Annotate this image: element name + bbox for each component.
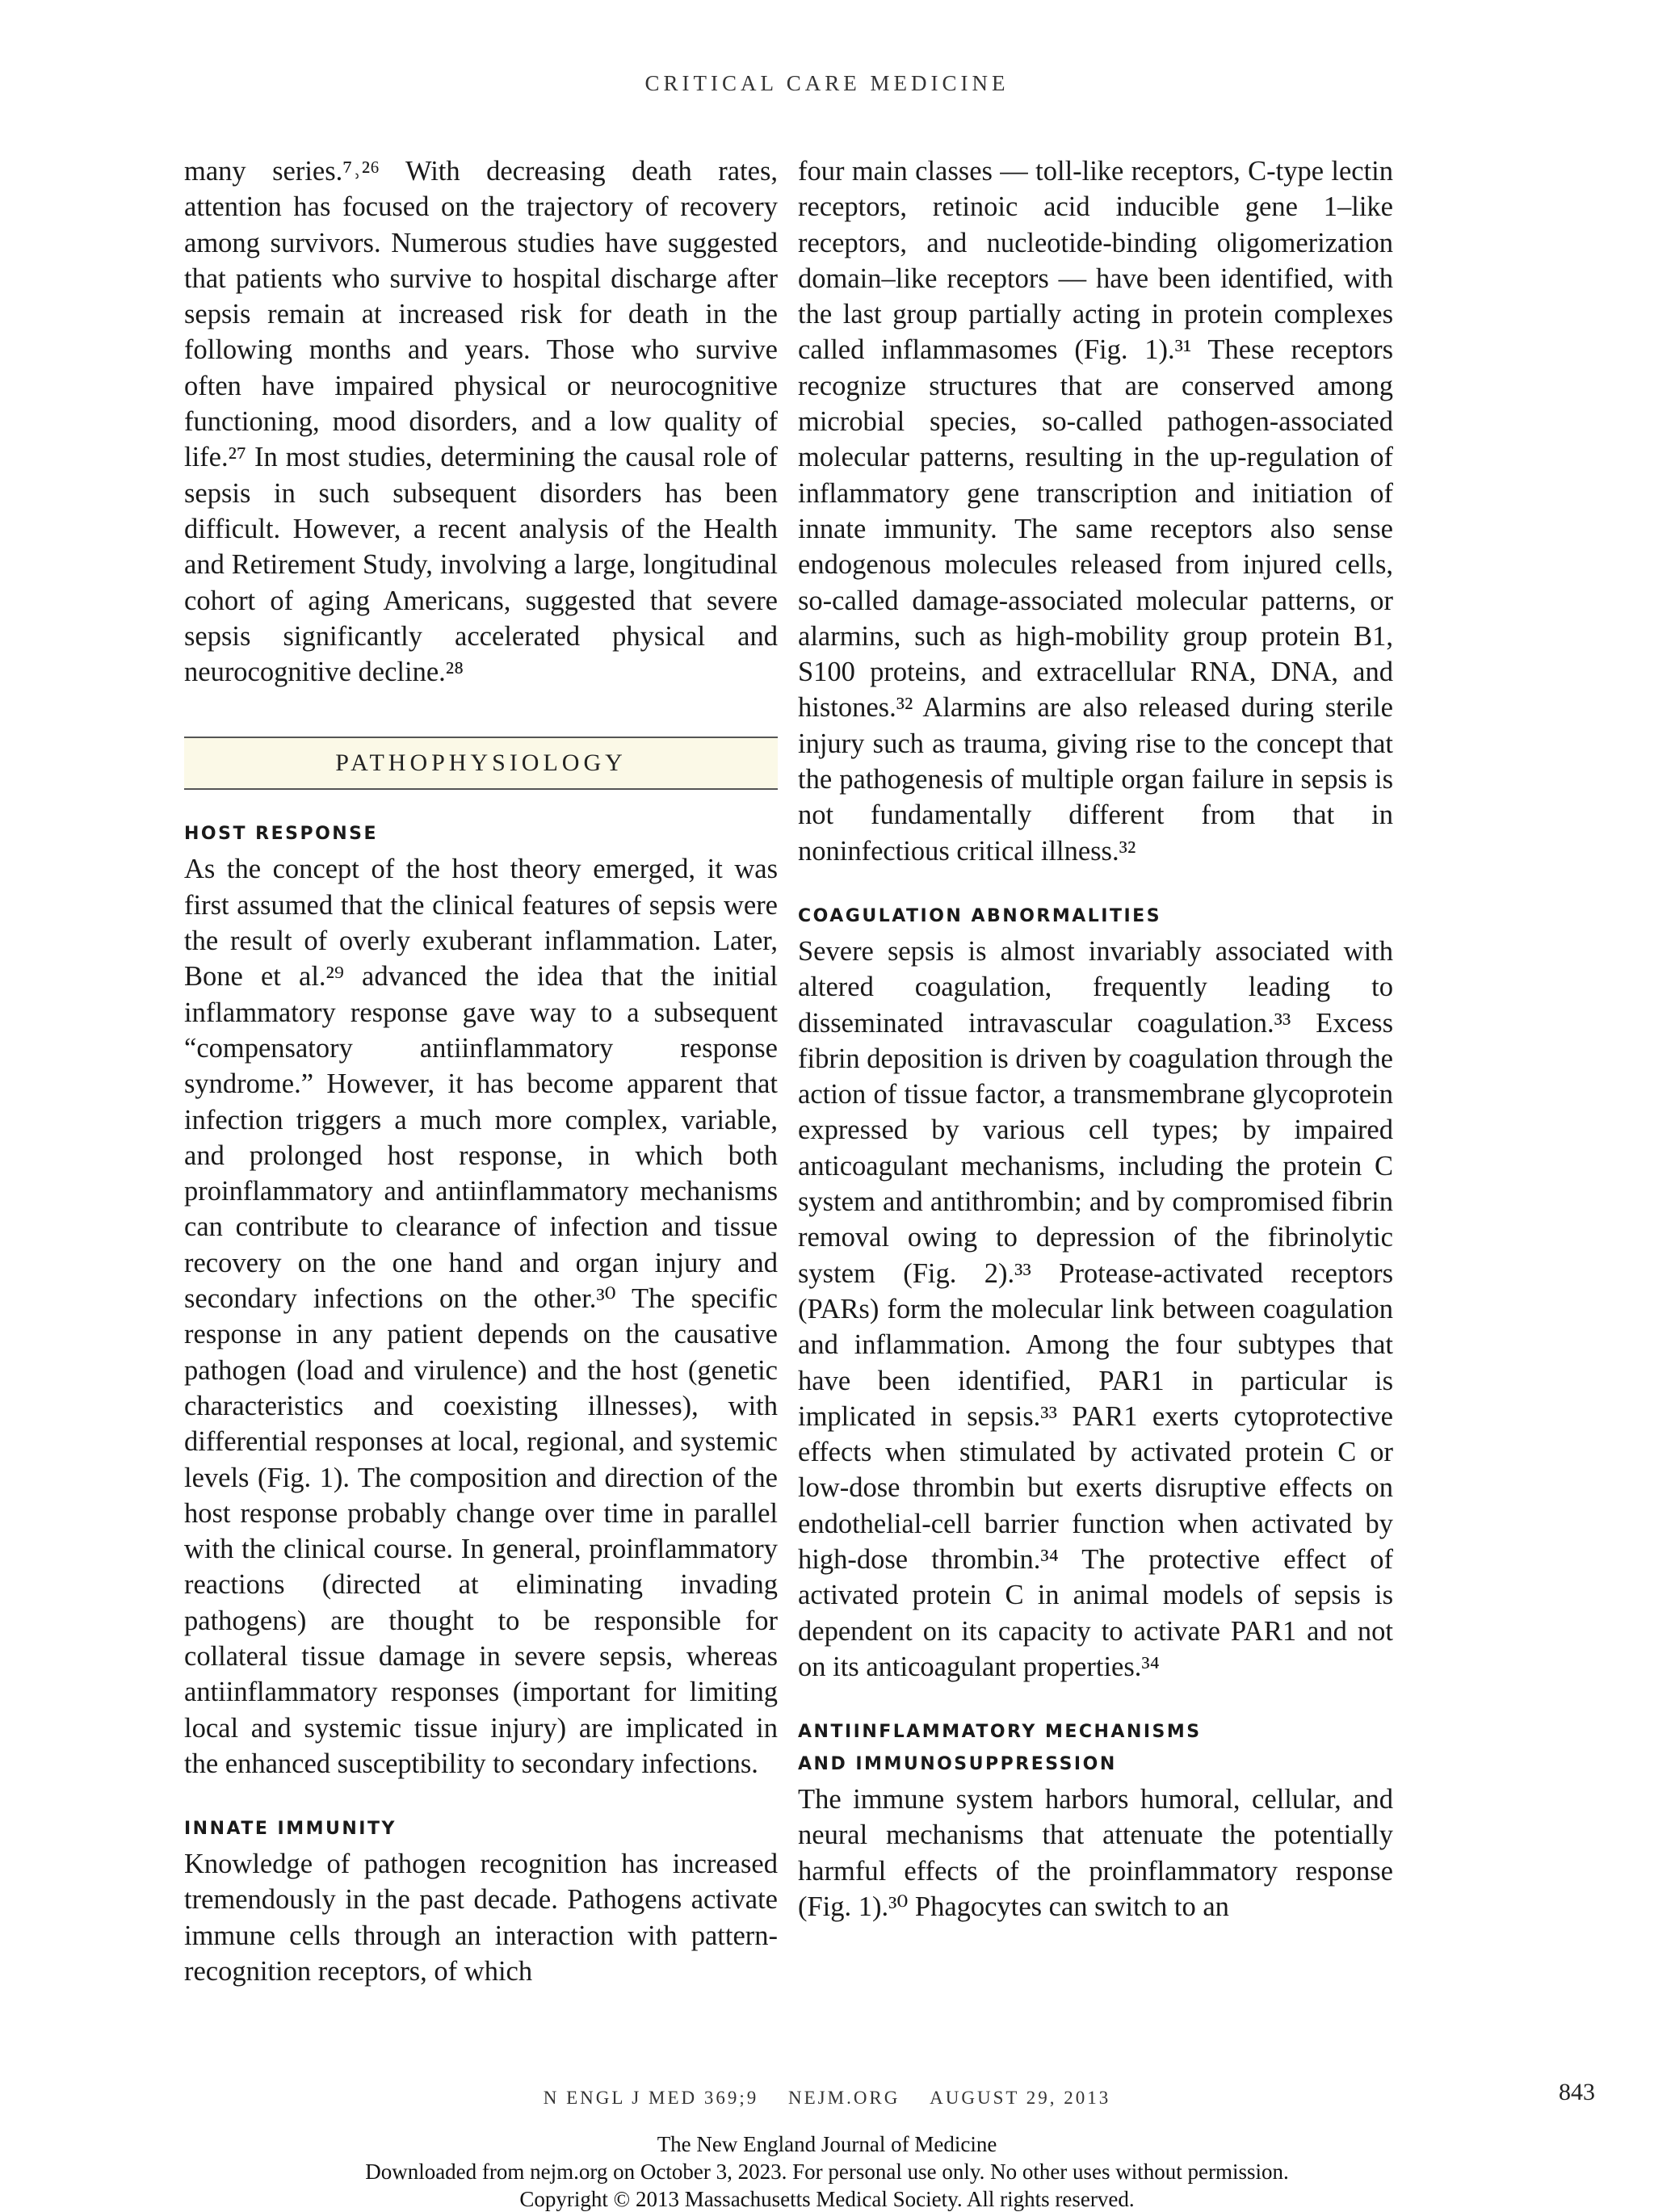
subheading-innate-immunity: INNATE IMMUNITY [184,1819,397,1840]
subheading-antiinflammatory-line1: ANTIINFLAMMATORY MECHANISMS [798,1722,1202,1743]
subheading-host-response: HOST RESPONSE [184,824,379,845]
footer-journal: N ENGL J MED 369;9 [543,2088,759,2108]
footer-citation [0,2088,1654,2109]
download-notice-terms: Downloaded from nejm.org on October 3, 2023. For personal use only. No other uses without permission. [365,2160,1289,2184]
download-notice-journal: The New England Journal of Medicine [657,2132,997,2156]
innate-immunity-continued-paragraph: four main classes — toll-like receptors, C-type lectin receptors, retinoic acid inducible gene 1–like receptors, and nucleotide-binding oligomerization domain–like receptors — have been identified, with the last group partially acting in protein complexes called inflammasomes (Fig. 1).³¹ These receptors recognize structures that are conserved among microbial species, so-called pathogen-associated molecular patterns, resulting in the up-regulation of inflammatory gene transcription and initiation of innate immunity. The same receptors also sense endogenous molecules released from injured cells, so-called damage-associated molecular patterns, or alarmins, such as high-mobility group protein B1, S100 proteins, and extracellular RNA, DNA, and histones.³² Alarmins are also released during sterile injury such as trauma, giving rise to the concept that the pathogenesis of multiple organ failure in sepsis is not fundamentally different from that in noninfectious critical illness.³² [798,156,1393,867]
subheading-antiinflammatory-line2: AND IMMUNOSUPPRESSION [798,1754,1117,1775]
coagulation-paragraph: Severe sepsis is almost invariably associated with altered coagulation, frequently leading to disseminated intravascular coagulation.³³ Excess fibrin deposition is driven by coagulation through the action of tissue factor, a transmembrane glycoprotein expressed by various cell types; by impaired anticoagulant mechanisms, including the protein C system and antithrombin; and by compromised fibrin removal owing to depression of the fibrinolytic system (Fig. 2).³³ Protease-activated receptors (PARs) form the molecular link between coagulation and inflammation. Among the four subtypes that have been identified, PAR1 in particular is implicated in sepsis.³³ PAR1 exerts cytoprotective effects when stimulated by activated protein C or low-dose thrombin but exerts disruptive effects on endothelial-cell barrier function when activated by high-dose thrombin.³⁴ The protective effect of activated protein C in animal models of sepsis is dependent on its capacity to activate PAR1 and not on its anticoagulant properties.³⁴ [798,935,1393,1682]
section-title-pathophysiology: PATHOPHYSIOLOGY [184,737,778,790]
antiinflammatory-paragraph: The immune system harbors humoral, cellular, and neural mechanisms that attenuate the potentially harmful effects of the proinflammatory response (Fig. 1).³⁰ Phagocytes can switch to an [798,1784,1393,1923]
footer-date: AUGUST 29, 2013 [930,2088,1111,2108]
subheading-coagulation-abnormalities: COAGULATION ABNORMALITIES [798,905,1162,926]
right-column [798,153,1393,1924]
host-response-paragraph: As the concept of the host theory emerged, it was first assumed that the clinical features of sepsis were the result of overly exuberant inflammation. Later, Bone et al.²⁹ advanced the idea that the initial inflammatory response gave way to a subsequent “compensatory antiinflammatory response syndrome.” However, it has become apparent that infection triggers a much more complex, variable, and prolonged host response, in which both proinflammatory and antiinflammatory mechanisms can contribute to clearance of infection and tissue recovery on the one hand and organ injury and secondary infections on the other.³⁰ The specific response in any patient depends on the causative pathogen (load and virulence) and the host (genetic characteristics and coexisting illnesses), with differential responses at local, regional, and systemic levels (Fig. 1). The composition and direction of the host response probably change over time in parallel with the clinical course. In general, proinflammatory reactions (directed at eliminating invading pathogens) are thought to be responsible for collateral tissue damage in severe sepsis, whereas antiinflammatory responses (important for limiting local and systemic tissue injury) are implicated in the enhanced susceptibility to secondary infections. [184,854,778,1779]
page-number: 843 [1559,2079,1595,2105]
download-notice-copyright: Copyright © 2013 Massachusetts Medical Society. All rights reserved. [519,2187,1135,2211]
running-head: CRITICAL CARE MEDICINE [644,71,1010,95]
footer-website: NEJM.ORG [788,2088,900,2108]
left-column [184,153,778,1989]
innate-immunity-paragraph: Knowledge of pathogen recognition has increased tremendously in the past decade. Pathogens activate immune cells through an interaction with pattern-recognition receptors, of which [184,1849,778,1987]
intro-paragraph: many series.⁷˒²⁶ With decreasing death rates, attention has focused on the trajectory of recovery among survivors. Numerous studies have suggested that patients who survive to hospital discharge after sepsis remain at increased risk for death in the following months and years. Those who survive often have impaired physical or neurocognitive functioning, mood disorders, and a low quality of life.²⁷ In most studies, determining the causal role of sepsis in such subsequent disorders has been difficult. However, a recent analysis of the Health and Retirement Study, involving a large, longitudinal cohort of aging Americans, suggested that severe sepsis significantly accelerated physical and neurocognitive decline.²⁸ [184,156,778,688]
